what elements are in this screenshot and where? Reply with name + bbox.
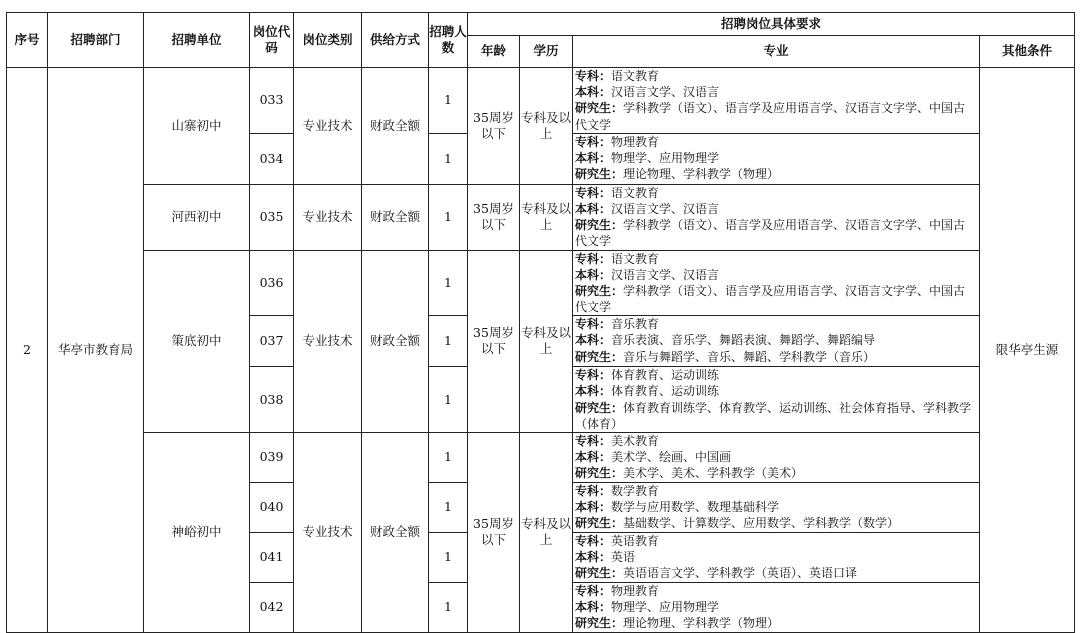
dept-cell: 华亭市教育局 (48, 68, 144, 633)
major-value-graduate: 体育教育训练学、体育教学、运动训练、社会体育指导、学科教学（体育） (575, 400, 972, 431)
major-label-bachelor: 本科： (575, 600, 612, 615)
count-cell: 1 (429, 316, 468, 367)
funding-cell: 财政全额 (362, 184, 429, 250)
major-line-junior (575, 185, 977, 201)
code-cell: 039 (250, 433, 294, 483)
header-funding: 供给方式 (362, 13, 429, 68)
major-line-junior (575, 483, 977, 499)
major-value-bachelor: 物理学、应用物理学 (611, 600, 720, 615)
major-label-graduate: 研究生： (575, 566, 624, 581)
education-cell: 专科及以上 (520, 184, 573, 250)
education-cell: 专科及以上 (520, 68, 573, 185)
header-other: 其他条件 (980, 36, 1075, 68)
header-code: 岗位代码 (250, 13, 294, 68)
recruitment-table (6, 12, 1075, 633)
major-line-junior (575, 68, 977, 84)
major-label-junior: 专科： (575, 584, 612, 598)
table-row (7, 184, 1075, 250)
major-line-bachelor (575, 499, 977, 515)
header-major: 专业 (573, 36, 980, 68)
major-line-graduate (575, 349, 977, 365)
major-label-graduate: 研究生： (575, 349, 624, 364)
major-line-junior (575, 251, 977, 267)
major-label-junior: 专科： (575, 317, 612, 332)
major-label-junior: 专科： (575, 185, 612, 200)
major-line-junior (575, 433, 977, 449)
major-line-graduate (575, 166, 977, 182)
major-line-junior (575, 583, 977, 599)
major-label-graduate: 研究生： (575, 466, 624, 481)
other-cell: 限华亭生源 (980, 68, 1075, 633)
code-cell: 035 (250, 184, 294, 250)
header-requirements: 招聘岗位具体要求 (468, 13, 1075, 36)
code-cell: 038 (250, 367, 294, 433)
unit-cell: 河西初中 (144, 184, 250, 250)
major-cell (573, 533, 980, 583)
major-label-graduate: 研究生： (575, 101, 624, 116)
major-line-bachelor (575, 449, 977, 465)
major-label-graduate: 研究生： (575, 616, 624, 631)
major-cell (573, 483, 980, 533)
major-label-bachelor: 本科： (575, 500, 612, 515)
major-line-junior (575, 316, 977, 332)
major-line-bachelor (575, 383, 977, 399)
major-value-bachelor: 汉语言文学、汉语言 (611, 267, 720, 282)
count-cell: 1 (429, 133, 468, 184)
major-line-bachelor (575, 332, 977, 348)
age-cell: 35周岁以下 (468, 68, 520, 185)
major-line-junior (575, 367, 977, 383)
code-cell: 042 (250, 583, 294, 633)
major-label-bachelor: 本科： (575, 267, 612, 282)
funding-cell: 财政全额 (362, 250, 429, 433)
major-cell (573, 68, 980, 134)
unit-cell: 策底初中 (144, 250, 250, 433)
major-value-graduate: 学科教学（语文）、语言学及应用语言学、汉语言文字学、中国古代文学 (575, 101, 966, 132)
major-value-graduate: 美术学、美术、学科教学（美术） (623, 466, 804, 481)
major-value-bachelor: 汉语言文学、汉语言 (611, 201, 720, 216)
header-unit: 招聘单位 (144, 13, 250, 68)
major-cell (573, 316, 980, 367)
major-value-graduate: 音乐与舞蹈学、音乐、舞蹈、学科教学（音乐） (623, 349, 876, 364)
major-line-bachelor (575, 549, 977, 565)
education-cell: 专科及以上 (520, 250, 573, 433)
major-label-graduate: 研究生： (575, 516, 624, 531)
table-row (7, 250, 1075, 316)
major-label-junior: 专科： (575, 69, 612, 83)
code-cell: 036 (250, 250, 294, 316)
major-value-junior: 数学教育 (611, 484, 660, 498)
seq-cell: 2 (7, 68, 48, 633)
count-cell: 1 (429, 433, 468, 483)
major-value-junior: 语文教育 (611, 69, 660, 83)
major-label-junior: 专科： (575, 534, 612, 548)
major-label-graduate: 研究生： (575, 283, 624, 298)
code-cell: 037 (250, 316, 294, 367)
header-seq: 序号 (7, 13, 48, 68)
major-value-junior: 物理教育 (611, 584, 660, 598)
major-value-bachelor: 汉语言文学、汉语言 (611, 85, 720, 100)
major-value-junior: 语文教育 (611, 185, 660, 200)
table-row (7, 433, 1075, 483)
major-label-graduate: 研究生： (575, 400, 624, 415)
major-line-bachelor (575, 201, 977, 217)
major-value-junior: 语文教育 (611, 251, 660, 266)
major-cell (573, 433, 980, 483)
major-label-bachelor: 本科： (575, 201, 612, 216)
major-value-graduate: 学科教学（语文）、语言学及应用语言学、汉语言文字学、中国古代文学 (575, 283, 966, 315)
major-value-junior: 体育教育、运动训练 (611, 368, 720, 383)
major-value-bachelor: 物理学、应用物理学 (611, 150, 720, 165)
unit-cell: 神峪初中 (144, 433, 250, 633)
count-cell: 1 (429, 483, 468, 533)
major-value-junior: 音乐教育 (611, 317, 660, 332)
age-cell: 35周岁以下 (468, 250, 520, 433)
major-line-graduate (575, 217, 977, 249)
count-cell: 1 (429, 250, 468, 316)
major-line-junior (575, 134, 977, 150)
major-line-graduate (575, 465, 977, 481)
major-label-bachelor: 本科： (575, 85, 612, 100)
count-cell: 1 (429, 583, 468, 633)
header-age: 年龄 (468, 36, 520, 68)
code-cell: 040 (250, 483, 294, 533)
major-line-bachelor (575, 599, 977, 615)
major-cell (573, 367, 980, 433)
major-line-bachelor (575, 84, 977, 100)
major-line-graduate (575, 283, 977, 315)
major-label-junior: 专科： (575, 251, 612, 266)
age-cell: 35周岁以下 (468, 184, 520, 250)
major-cell (573, 133, 980, 184)
code-cell: 034 (250, 133, 294, 184)
major-cell (573, 583, 980, 633)
major-value-bachelor: 美术学、绘画、中国画 (611, 450, 732, 465)
count-cell: 1 (429, 367, 468, 433)
major-value-bachelor: 体育教育、运动训练 (611, 384, 720, 399)
major-label-bachelor: 本科： (575, 333, 612, 348)
major-value-graduate: 基础数学、计算数学、应用数学、学科教学（数学） (623, 516, 900, 531)
funding-cell: 财政全额 (362, 433, 429, 633)
major-value-bachelor: 数学与应用数学、数理基础科学 (611, 500, 780, 515)
major-line-graduate (575, 515, 977, 531)
unit-cell: 山寨初中 (144, 68, 250, 185)
major-label-graduate: 研究生： (575, 218, 624, 233)
header-education: 学历 (520, 36, 573, 68)
major-line-graduate (575, 100, 977, 132)
table-row (7, 68, 1075, 134)
count-cell: 1 (429, 184, 468, 250)
major-label-bachelor: 本科： (575, 550, 612, 565)
category-cell: 专业技术 (294, 433, 362, 633)
funding-cell: 财政全额 (362, 68, 429, 185)
major-label-junior: 专科： (575, 484, 612, 498)
major-label-junior: 专科： (575, 134, 612, 149)
major-line-graduate (575, 615, 977, 631)
major-label-junior: 专科： (575, 434, 612, 448)
major-line-bachelor (575, 150, 977, 166)
major-label-junior: 专科： (575, 368, 612, 383)
header-category: 岗位类别 (294, 13, 362, 68)
education-cell: 专科及以上 (520, 433, 573, 633)
major-value-junior: 美术教育 (611, 434, 660, 448)
code-cell: 033 (250, 68, 294, 134)
major-value-bachelor: 英语 (611, 550, 636, 565)
major-cell (573, 184, 980, 250)
category-cell: 专业技术 (294, 184, 362, 250)
major-line-graduate (575, 400, 977, 432)
major-value-graduate: 学科教学（语文）、语言学及应用语言学、汉语言文字学、中国古代文学 (575, 218, 966, 249)
major-line-bachelor (575, 267, 977, 283)
major-value-graduate: 理论物理、学科教学（物理） (623, 167, 780, 182)
major-label-bachelor: 本科： (575, 450, 612, 465)
major-label-bachelor: 本科： (575, 150, 612, 165)
major-value-graduate: 理论物理、学科教学（物理） (623, 616, 780, 631)
count-cell: 1 (429, 533, 468, 583)
major-line-junior (575, 533, 977, 549)
code-cell: 041 (250, 533, 294, 583)
major-value-junior: 英语教育 (611, 534, 660, 548)
major-value-graduate: 英语语言文学、学科教学（英语）、英语口译 (623, 566, 858, 581)
major-value-junior: 物理教育 (611, 134, 660, 149)
age-cell: 35周岁以下 (468, 433, 520, 633)
header-dept: 招聘部门 (48, 13, 144, 68)
major-value-bachelor: 音乐表演、音乐学、舞蹈表演、舞蹈学、舞蹈编导 (611, 333, 876, 348)
major-label-bachelor: 本科： (575, 384, 612, 399)
count-cell: 1 (429, 68, 468, 134)
table-body (7, 68, 1075, 633)
major-cell (573, 250, 980, 316)
major-label-graduate: 研究生： (575, 167, 624, 182)
category-cell: 专业技术 (294, 68, 362, 185)
category-cell: 专业技术 (294, 250, 362, 433)
header-count: 招聘人数 (429, 13, 468, 68)
major-line-graduate (575, 565, 977, 581)
